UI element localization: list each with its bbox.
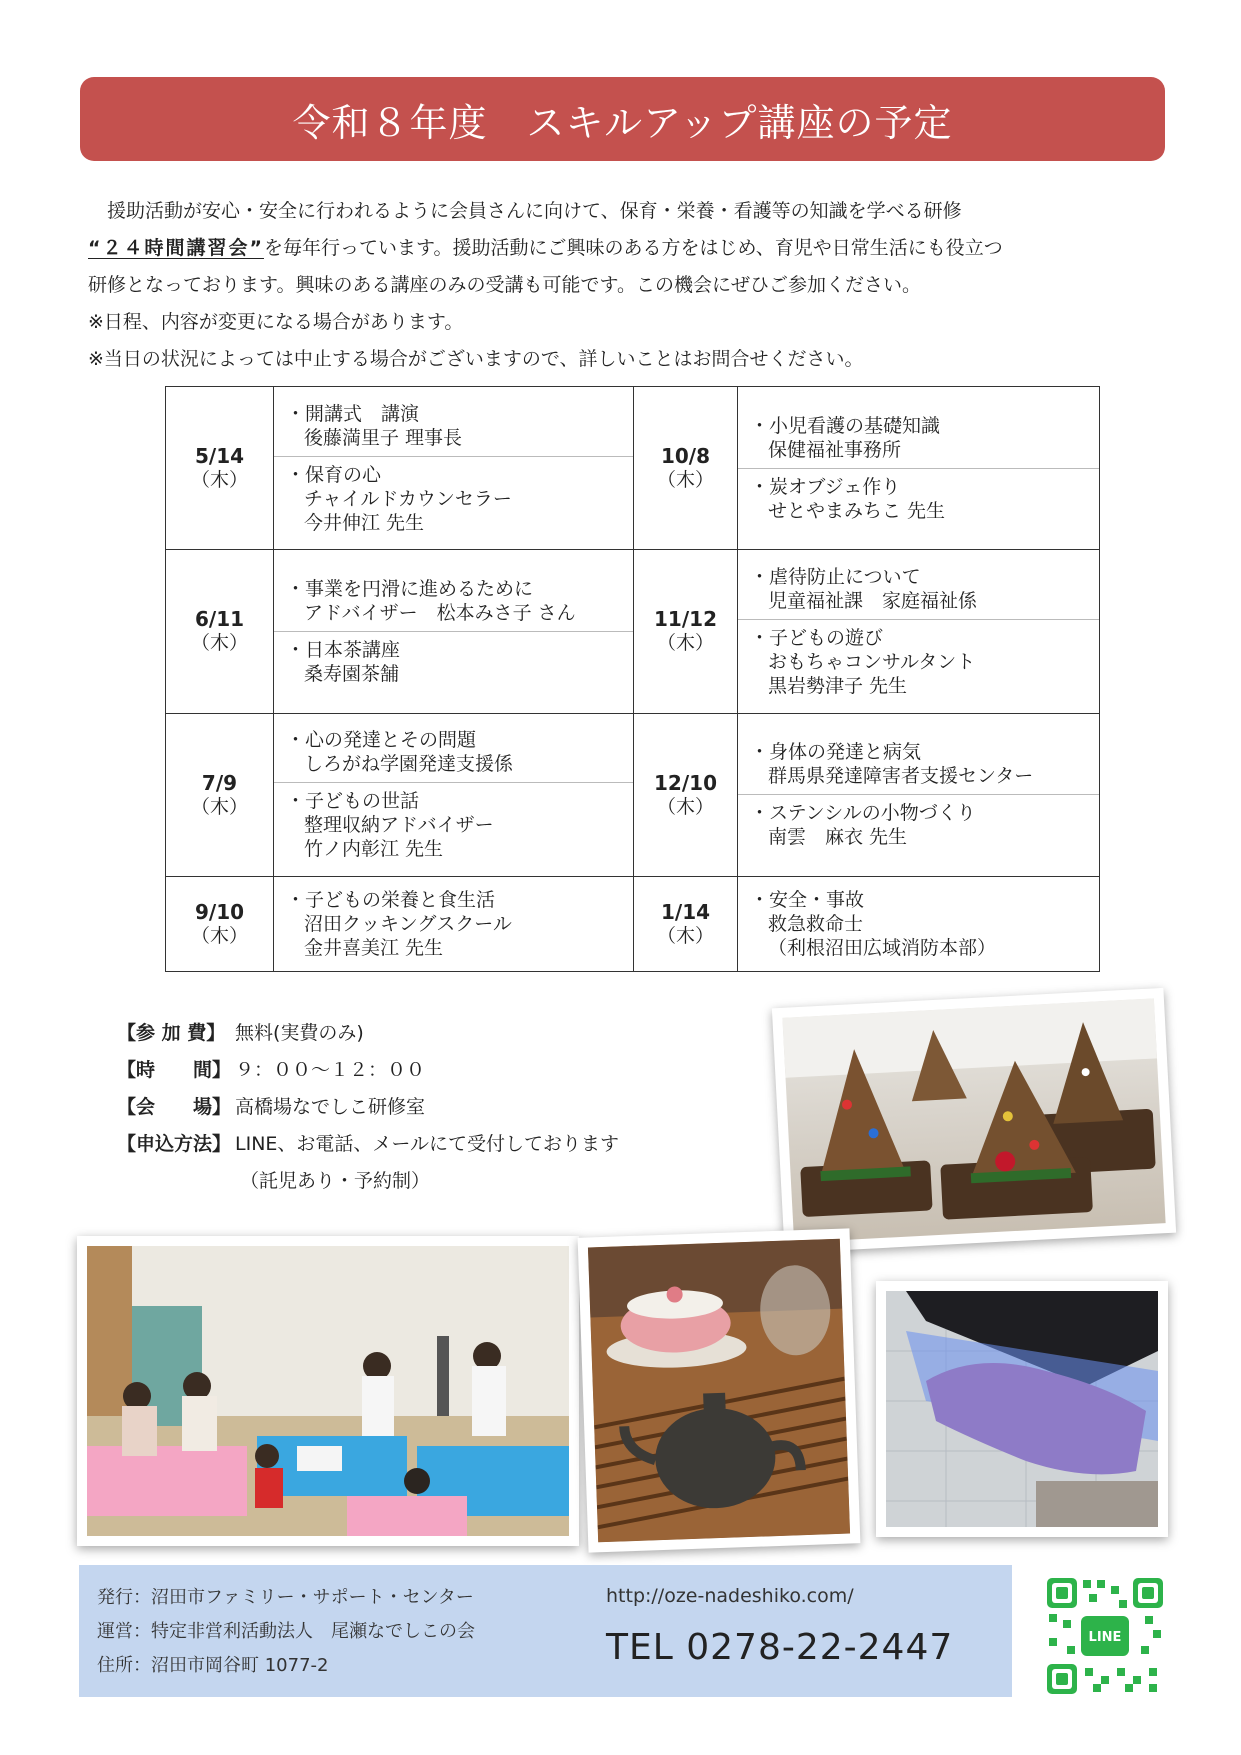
phone-number[interactable]: TEL 0278-22-2447 — [606, 1627, 954, 1668]
topic-detail: 群馬県発達障害者支援センター — [768, 765, 1034, 788]
intro-highlight: “２４時間講習会” — [88, 237, 264, 259]
topic-title: ・ステンシルの小物づくり — [750, 802, 976, 825]
topic-detail: 児童福祉課 家庭福祉係 — [768, 589, 978, 612]
schedule-date — [634, 550, 738, 713]
date-text: 1/14 — [660, 899, 711, 924]
topic-detail: 金井喜美江 先生 — [304, 936, 444, 959]
date-text: 7/9 — [201, 770, 238, 795]
topic-item — [738, 734, 1099, 794]
schedule-topics — [274, 550, 634, 713]
topic-item — [274, 631, 633, 692]
date-text: 9/10 — [194, 899, 245, 924]
apply-row: 【申込方法】 LINE、お電話、メールにて受付しております — [117, 1133, 620, 1155]
schedule-row — [166, 387, 1100, 550]
topic-title: ・日本茶講座 — [286, 638, 401, 661]
topic-item — [274, 782, 633, 867]
topic-item — [274, 571, 633, 631]
schedule-topics — [274, 387, 634, 550]
topic-title: ・小児看護の基礎知識 — [750, 414, 941, 437]
topic-item — [274, 722, 633, 782]
weekday-text: （木） — [656, 795, 714, 818]
topic-item — [274, 456, 633, 541]
schedule-topics — [738, 876, 1100, 971]
schedule-date — [166, 387, 274, 550]
apply-note: （託児あり・予約制） — [240, 1170, 431, 1192]
website-link[interactable]: http://oze-nadeshiko.com/ — [606, 1585, 854, 1607]
footer-organization — [97, 1581, 475, 1683]
weekday-text: （木） — [190, 632, 248, 655]
schedule-topics — [738, 387, 1100, 550]
intro-note-2: ※当日の状況によっては中止する場合がございますので、詳しいことはお問合せください。 — [88, 348, 864, 370]
photo-uv-lamp — [876, 1281, 1168, 1537]
line-qr-label: LINE — [1088, 1630, 1122, 1645]
topic-title: ・身体の発達と病気 — [750, 741, 922, 764]
topic-title: ・保育の心 — [286, 463, 382, 486]
schedule-row — [166, 713, 1100, 876]
topic-detail: 後藤満里子 理事長 — [304, 426, 463, 449]
date-text: 5/14 — [194, 444, 245, 469]
schedule-topics — [274, 876, 634, 971]
topic-detail: アドバイザー 松本みさ子 さん — [304, 601, 576, 624]
topic-detail: おもちゃコンサルタント — [768, 650, 976, 673]
topic-item — [274, 882, 633, 966]
topic-detail: 整理収納アドバイザー — [304, 814, 494, 837]
schedule-table — [165, 386, 1100, 972]
topic-item — [738, 468, 1099, 529]
weekday-text: （木） — [190, 469, 248, 492]
intro-text — [88, 193, 1168, 378]
topic-title: ・虐待防止について — [750, 565, 921, 588]
line-qr-code[interactable] — [1045, 1576, 1165, 1696]
topic-item — [738, 794, 1099, 855]
topic-item — [738, 408, 1099, 468]
topic-item — [738, 559, 1099, 619]
topic-detail: 桑寿園茶舗 — [304, 662, 400, 685]
footer-address: 住所：沼田市岡谷町 1077-2 — [97, 1655, 329, 1676]
date-text: 11/12 — [654, 607, 717, 632]
topic-item — [738, 619, 1099, 704]
intro-note-1: ※日程、内容が変更になる場合があります。 — [88, 311, 464, 333]
schedule-date — [634, 713, 738, 876]
topic-detail: 保健福祉事務所 — [768, 438, 902, 461]
topic-detail: （利根沼田広域消防本部） — [768, 936, 997, 959]
topic-title: ・子どもの世話 — [286, 790, 420, 813]
schedule-date — [634, 387, 738, 550]
topic-detail: しろがね学園発達支援係 — [304, 753, 514, 776]
topic-title: ・心の発達とその問題 — [286, 729, 477, 752]
topic-item — [274, 396, 633, 456]
topic-detail: 南雲 麻衣 先生 — [768, 826, 908, 849]
weekday-text: （木） — [190, 795, 248, 818]
topic-title: ・炭オブジェ作り — [750, 475, 901, 498]
topic-detail: 竹ノ内彰江 先生 — [304, 838, 444, 861]
topic-title: ・子どもの遊び — [750, 626, 884, 649]
footer-publisher: 発行：沼田市ファミリー・サポート・センター — [97, 1587, 474, 1608]
photo-exercise-class — [77, 1236, 579, 1546]
photo-tea-set — [578, 1228, 861, 1552]
topic-title: ・事業を円滑に進めるために — [286, 577, 534, 600]
page-title: 令和８年度 スキルアップ講座の予定 — [292, 100, 953, 145]
schedule-topics — [738, 713, 1100, 876]
intro-line-3: 研修となっております。興味のある講座のみの受講も可能です。この機会にぜひご参加ください。 — [88, 274, 921, 296]
venue-row: 【会 場】 高橋場なでしこ研修室 — [117, 1096, 426, 1118]
topic-detail: せとやまみちこ 先生 — [768, 499, 946, 522]
weekday-text: （木） — [656, 469, 714, 492]
topic-detail: チャイルドカウンセラー — [304, 487, 512, 510]
time-row: 【時 間】 ９：００～１２：００ — [117, 1059, 426, 1081]
topic-title: ・子どもの栄養と食生活 — [286, 888, 496, 911]
weekday-text: （木） — [190, 924, 248, 947]
schedule-row — [166, 876, 1100, 971]
date-text: 10/8 — [660, 444, 711, 469]
schedule-topics — [738, 550, 1100, 713]
photo-pinecone-trees — [772, 988, 1176, 1253]
schedule-row — [166, 550, 1100, 713]
topic-title: ・開講式 講演 — [286, 402, 420, 425]
schedule-topics — [274, 713, 634, 876]
schedule-date — [166, 713, 274, 876]
intro-line-2: “２４時間講習会”を毎年行っています。援助活動にご興味のある方をはじめ、育児や日常生活にも役立つ — [88, 237, 1003, 259]
schedule-date — [166, 550, 274, 713]
date-text: 12/10 — [654, 770, 717, 795]
title-banner — [80, 77, 1165, 161]
footer-info — [79, 1565, 1012, 1697]
topic-detail: 黒岩勢津子 先生 — [768, 674, 908, 697]
weekday-text: （木） — [656, 924, 714, 947]
topic-item — [738, 882, 1099, 966]
topic-detail: 救急救命士 — [768, 912, 864, 935]
topic-title: ・安全・事故 — [750, 888, 865, 911]
topic-detail: 今井伸江 先生 — [304, 511, 425, 534]
intro-line-1: 援助活動が安心・安全に行われるように会員さんに向けて、保育・栄養・看護等の知識を学べる研修 — [107, 200, 962, 222]
event-info — [117, 1015, 619, 1200]
schedule-date — [634, 876, 738, 971]
fee-row: 【参 加 費】 無料(実費のみ) — [117, 1022, 364, 1044]
date-text: 6/11 — [194, 607, 245, 632]
schedule-date — [166, 876, 274, 971]
topic-detail: 沼田クッキングスクール — [304, 912, 512, 935]
weekday-text: （木） — [656, 632, 714, 655]
footer-operator: 運営：特定非営利活動法人 尾瀬なでしこの会 — [97, 1621, 475, 1642]
